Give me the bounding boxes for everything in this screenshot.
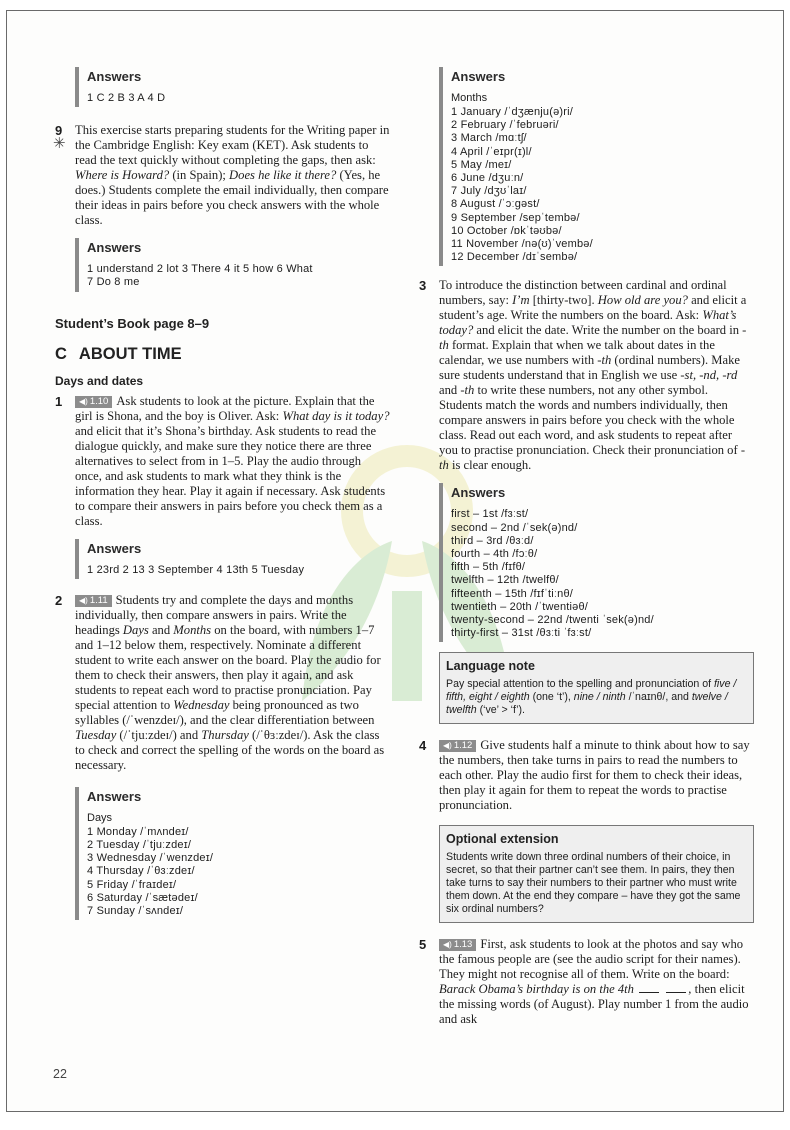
answers-line: 1 C 2 B 3 A 4 D	[87, 92, 166, 104]
answers-line: 4 April /ˈeɪpr(ɪ)l/	[451, 145, 532, 158]
answers-subheading: Days	[87, 811, 113, 824]
exercise-number: 3	[419, 278, 427, 294]
right-column	[419, 61, 754, 1033]
exercise-5	[419, 937, 754, 1027]
fill-blank	[639, 992, 659, 993]
exercise-text: and elicit a student’s age. Write the numbers on the board. Ask:	[439, 293, 747, 323]
students-book-page-heading: Student’s Book page 8–9	[55, 315, 210, 331]
exercise-text: (/ˈθɜːzdeɪ/). Ask the class to check and correct the spelling of the words on the board as necessary.	[75, 727, 385, 772]
exercise-text: is clear enough.	[448, 458, 532, 473]
answers-line: 1 January /ˈdʒænju(ə)ri/	[451, 106, 574, 118]
exercise-text-italic: Wednesday	[173, 697, 230, 712]
answers-line: fifth – 5th /fɪfθ/	[451, 561, 526, 574]
answers-line: 5 Friday /ˈfraɪdeɪ/	[87, 878, 177, 891]
exercise-text-italic: Barack Obama’s birthday is on the 4th	[439, 982, 634, 997]
exercise-number: 4	[419, 738, 427, 754]
exercise-3	[419, 278, 754, 473]
answers-line: 6 June /dʒuːn/	[451, 172, 524, 185]
answers-heading: Answers	[451, 485, 506, 501]
answers-line: 1 Monday /ˈmʌndeɪ/	[87, 825, 189, 838]
note-text: Pay special attention to the spelling and pronunciation of	[446, 678, 714, 691]
note-text-italic: twelve / twelfth	[446, 691, 728, 717]
audio-track-label: 1.13	[453, 939, 473, 951]
left-column	[55, 61, 390, 930]
section-title	[55, 345, 390, 364]
answers-line: 9 September /sepˈtembə/	[451, 211, 580, 224]
answers-box-ordinals	[439, 483, 754, 642]
answers-line: 8 August /ˈɔːgəst/	[451, 198, 540, 211]
exercise-number: 1	[55, 393, 63, 409]
exercise-text-italic: Days	[122, 622, 149, 637]
note-text: /ˈnaɪnθ/, and	[625, 691, 692, 704]
exercise-text-italic: What’s today?	[439, 308, 737, 338]
speaker-icon: ◀)	[79, 396, 88, 406]
language-note-box	[439, 652, 754, 724]
answers-line: 5 May /meɪ/	[451, 158, 512, 171]
audio-track-button[interactable]	[75, 595, 112, 607]
audio-track-button[interactable]	[439, 939, 476, 951]
audio-track-button[interactable]	[75, 396, 112, 408]
exercise-text: , then elicit the missing words (of August). Play number 1 from the audio and ask	[439, 982, 749, 1027]
exercise-2	[55, 593, 390, 773]
audio-track-label: 1.11	[89, 594, 108, 606]
answers-box-top	[75, 67, 390, 107]
answers-line: 12 December /dɪˈsembə/	[451, 251, 578, 264]
answers-heading: Answers	[87, 540, 142, 556]
answers-line: 2 February /ˈfebruəri/	[451, 119, 559, 132]
audio-track-label: 1.12	[453, 740, 473, 752]
exercise-4	[419, 738, 754, 813]
exercise-text-italic: -th	[460, 383, 475, 398]
answers-line: thirty-first – 31st /θɜːti ˈfɜːst/	[451, 627, 592, 640]
section-title-text: ABOUT TIME	[78, 344, 182, 363]
answers-line: fifteenth – 15th /fɪfˈtiːnθ/	[451, 587, 574, 600]
answers-line: 1 23rd 2 13 3 September 4 13th 5 Tuesday	[87, 563, 305, 576]
exercise-text-italic: How old are you?	[597, 293, 688, 308]
answers-box-days	[75, 787, 390, 920]
exercise-text-italic: -th	[439, 323, 747, 353]
exercise-text-italic: Where is Howard?	[75, 168, 170, 183]
exercise-text: This exercise starts preparing students for the Writing paper in the Cambridge English: Key exam (KET). Ask students to read the text quickly without completing the gaps, then ask:	[75, 123, 390, 168]
answers-box-1	[75, 539, 390, 579]
answers-line: 2 Tuesday /ˈtjuːzdeɪ/	[87, 839, 192, 852]
answers-line: twentieth – 20th /ˈtwentiəθ/	[451, 600, 589, 613]
speaker-icon: ◀)	[443, 940, 452, 950]
exercise-text: to write these numbers, not any other symbol. Students match the words and numbers individually, then compare answers in pairs before you check with the whole class. Read out each word, and ask students to repeat after you to practise pronunciation. Check their pronunciation of	[439, 383, 741, 458]
answers-box-9	[75, 238, 390, 291]
answers-line: third – 3rd /θɜːd/	[451, 534, 534, 547]
answers-heading: Answers	[87, 788, 142, 804]
exercise-text: First, ask students to look at the photos and say who the famous people are (see the audio script for their names). They might not recognise all of them. Write on the board:	[439, 937, 744, 982]
exercise-text: format. Explain that when we talk about dates in the calendar, we use numbers with	[439, 338, 715, 368]
exercise-text-italic: -st, -nd, -rd	[680, 368, 738, 383]
exercise-text: and elicit that it’s Shona’s birthday. Ask students to read the dialogue quickly, and make sure they notice there are three alternatives to select from in 1–5. Play the audio through once, and ask students to mark what they think is the information they hear. Play it again if necessary. Ask students to compare their answers in pairs before you check them as a class.	[75, 423, 386, 528]
answers-line: fourth – 4th /fɔːθ/	[451, 548, 538, 561]
exercise-9	[55, 123, 390, 228]
exercise-text: and	[148, 622, 174, 637]
optional-extension-title: Optional extension	[446, 832, 559, 847]
exercise-text: being pronounced as two syllables (/ˈwenzdeɪ/), and the clear differentiation between	[75, 697, 375, 727]
exercise-text: Students try and complete the days and months individually, then compare answers in pairs. Write the headings	[75, 592, 354, 637]
exercise-text: on the board, with numbers 1–7 and 1–12 below them, respectively. Nominate a different student to write each answer on the board. Play the audio for them to check their answers, then play it again, and ask students to repeat each word to practise pronunciation. Pay special attention to	[75, 622, 381, 712]
answers-line: twenty-second – 22nd /twenti ˈsek(ə)nd/	[451, 614, 654, 627]
answers-line: second – 2nd /ˈsek(ə)nd/	[451, 521, 578, 534]
answers-heading: Answers	[87, 240, 142, 256]
exercise-1	[55, 394, 390, 529]
answers-line: 3 Wednesday /ˈwenzdeɪ/	[87, 852, 214, 865]
exercise-text: and elicit the date. Write the number on the board in	[473, 323, 743, 338]
note-text: (‘ve’ > ‘f’).	[476, 704, 525, 717]
asterisk-icon: ✳	[53, 136, 66, 153]
note-text-italic: five / fifth, eight / eighth	[446, 678, 737, 704]
section-letter: C	[55, 344, 67, 363]
note-text: (one ‘t’),	[529, 691, 574, 704]
answers-subheading: Months	[451, 92, 488, 104]
language-note-body	[446, 678, 747, 717]
audio-track-label: 1.10	[89, 395, 109, 407]
exercise-text: (ordinal numbers). Make sure students understand that in English we use	[439, 353, 740, 383]
answers-line: 11 November /nə(ʊ)ˈvembə/	[451, 238, 593, 251]
exercise-text-italic: -th	[439, 443, 746, 473]
exercise-text: (in Spain);	[169, 168, 230, 183]
answers-heading: Answers	[451, 69, 506, 84]
exercise-text-italic: Tuesday	[75, 727, 117, 742]
exercise-text: To introduce the distinction between cardinal and ordinal numbers, say:	[439, 278, 727, 308]
exercise-text-italic: What day is it today?	[282, 408, 390, 423]
page-number: 22	[53, 1067, 67, 1081]
exercise-text-italic: Months	[173, 622, 212, 637]
note-text-italic: nine / ninth	[573, 691, 626, 704]
exercise-number: 9	[55, 123, 63, 139]
exercise-text: Ask students to look at the picture. Explain that the girl is Shona, and the boy is Oliver. Ask:	[75, 393, 375, 423]
exercise-number: 5	[419, 937, 427, 953]
answers-line: first – 1st /fɜːst/	[451, 508, 529, 521]
answers-line: 10 October /ɒkˈtəʊbə/	[451, 224, 562, 237]
textbook-page	[6, 10, 784, 1112]
answers-line: 1 understand 2 lot 3 There 4 it 5 how 6 What	[87, 263, 313, 276]
answers-line: 7 July /dʒʊˈlaɪ/	[451, 185, 527, 198]
optional-extension-box	[439, 825, 754, 923]
exercise-text: and	[439, 383, 461, 398]
exercise-text: (/ˈtjuːzdeɪ/) and	[116, 727, 202, 742]
optional-extension-body: Students write down three ordinal numbers of their choice, in secret, so that their partner can’t see them. In pairs, they then take turns to say their numbers to their partner who must write them down. At the end they compare – have they got the same six ordinal numbers?	[446, 851, 741, 916]
fill-blank	[666, 992, 686, 993]
answers-line: 7 Do 8 me	[87, 276, 140, 289]
exercise-text-italic: Thursday	[201, 727, 249, 742]
exercise-text: [thirty-two].	[529, 293, 598, 308]
speaker-icon: ◀)	[443, 741, 452, 751]
answers-heading: Answers	[87, 69, 142, 84]
exercise-number: 2	[55, 592, 63, 608]
exercise-text: (Yes, he does.) Students complete the email individually, then compare their ideas in pairs before you check answers with the whole class.	[75, 168, 389, 228]
subheading: Days and dates	[55, 373, 144, 388]
answers-line: 4 Thursday /ˈθɜːzdeɪ/	[87, 865, 195, 878]
answers-line: 7 Sunday /ˈsʌndeɪ/	[87, 905, 184, 918]
speaker-icon: ◀)	[79, 595, 88, 605]
answers-line: twelfth – 12th /twelfθ/	[451, 574, 559, 587]
language-note-title: Language note	[446, 659, 535, 674]
exercise-text-italic: I’m	[512, 293, 530, 308]
answers-line: 6 Saturday /ˈsætədeɪ/	[87, 891, 198, 904]
exercise-text-italic: Does he like it there?	[229, 168, 337, 183]
answers-line: 3 March /mɑːtʃ/	[451, 132, 527, 145]
exercise-text: Give students half a minute to think about how to say the numbers, then take turns in pairs to read the numbers to each other. Play the audio first for them to check their ideas, then play it again for them to repeat the words to practise pronunciation.	[439, 738, 750, 813]
answers-box-months	[439, 67, 754, 266]
audio-track-button[interactable]	[439, 740, 476, 752]
exercise-text-italic: -th	[597, 353, 612, 368]
